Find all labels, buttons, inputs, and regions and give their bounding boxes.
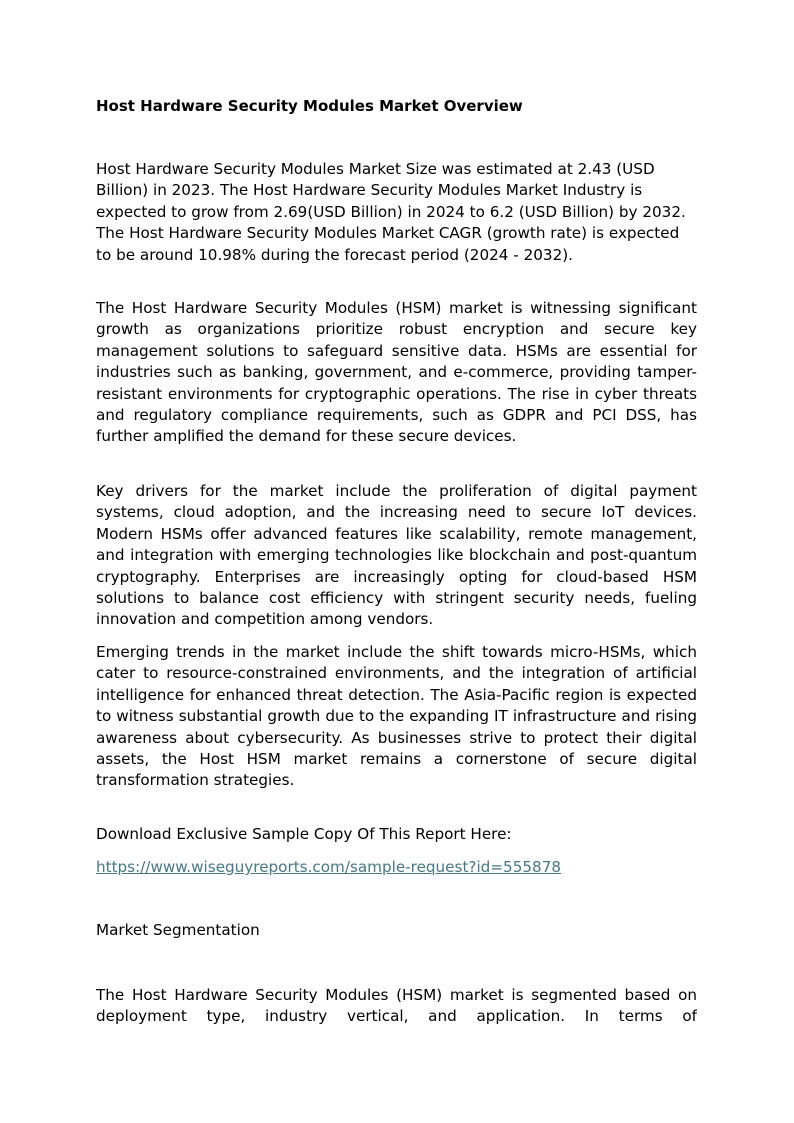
market-size-paragraph: Host Hardware Security Modules Market Size was estimated at 2.43 (USD Billion) in 2023. The Host Hardware Security Modules Market Industry is expected to grow from 2.69(USD Billion) in 2024 to 6.2 (USD Billion) by 2032. The Host Hardware Security Modules Market CAGR (growth rate) is expected to be around 10.98% during the forecast period (2024 - 2032). bbox=[96, 160, 686, 264]
segmentation-paragraph: The Host Hardware Security Modules (HSM) market is segmented based on deployment type, industry vertical, and application. In terms of bbox=[96, 986, 697, 1026]
document-title: Host Hardware Security Modules Market Overview bbox=[96, 97, 523, 115]
segmentation-heading: Market Segmentation bbox=[96, 921, 260, 939]
download-label: Download Exclusive Sample Copy Of This Report Here: bbox=[96, 825, 512, 843]
trends-paragraph: Emerging trends in the market include the shift towards micro-HSMs, which cater to resource-constrained environments, and the integration of artificial intelligence for enhanced threat detection. The Asia-Pacific region is expected to witness substantial growth due to the expanding IT infrastructure and rising awareness about cybersecurity. As businesses strive to protect their digital assets, the Host HSM market remains a cornerstone of secure digital transformation strategies. bbox=[96, 643, 697, 790]
intro-paragraph: The Host Hardware Security Modules (HSM) market is witnessing significant growth as organizations prioritize robust encryption and secure key management solutions to safeguard sensitive data. HSMs are essential for industries such as banking, government, and e-commerce, providing tamper-resistant environments for cryptographic operations. The rise in cyber threats and regulatory compliance requirements, such as GDPR and PCI DSS, has further amplified the demand for these secure devices. bbox=[96, 299, 697, 446]
drivers-paragraph: Key drivers for the market include the proliferation of digital payment systems, cloud adoption, and the increasing need to secure IoT devices. Modern HSMs offer advanced features like scalability, remote management, and integration with emerging technologies like blockchain and post-quantum cryptography. Enterprises are increasingly opting for cloud-based HSM solutions to balance cost efficiency with stringent security needs, fueling innovation and competition among vendors. bbox=[96, 482, 697, 629]
sample-request-link[interactable]: https://www.wiseguyreports.com/sample-request?id=555878 bbox=[96, 858, 562, 876]
